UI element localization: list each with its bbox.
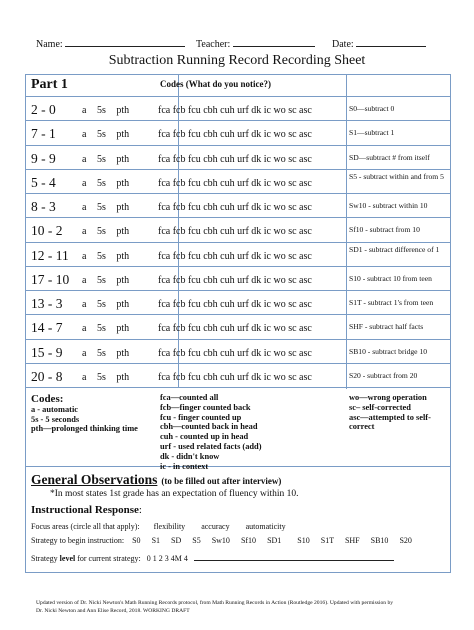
code-options[interactable]: fca fcb fcu cbh cuh urf dk ic wo sc asc <box>158 226 312 238</box>
table-row <box>26 170 450 194</box>
page-title: Subtraction Running Record Recording Sheet <box>108 53 366 68</box>
teacher-label: Teacher: <box>196 39 231 50</box>
table-row <box>26 267 450 291</box>
date-field[interactable] <box>332 37 426 50</box>
strategy-description: SHF - subtract half facts <box>349 322 424 332</box>
legend-item: a - automatic <box>31 404 78 414</box>
timing-options[interactable]: a 5s pth <box>82 347 130 359</box>
focus-areas-row <box>31 522 286 531</box>
part-label: Part 1 <box>31 77 68 92</box>
strategy-option-sd[interactable]: SD <box>171 536 182 545</box>
table-header-row <box>26 75 450 97</box>
recording-table <box>25 74 451 471</box>
instructional-response-colon: : <box>138 504 142 516</box>
legend-item: wo—wrong operation <box>349 393 427 402</box>
focus-option-accuracy[interactable]: accuracy <box>201 522 230 531</box>
strategy-description: S20 - subtract from 20 <box>349 370 418 380</box>
strategy-description: SD1 - subtract difference of 1 <box>349 244 440 254</box>
observations-heading <box>31 471 281 489</box>
code-options[interactable]: fca fcb fcu cbh cuh urf dk ic wo sc asc <box>158 299 312 310</box>
timing-options[interactable]: a 5s pth <box>82 323 130 335</box>
strategy-option-s5[interactable]: S5 <box>192 536 201 545</box>
code-options[interactable]: fca fcb fcu cbh cuh urf dk ic wo sc asc <box>158 347 312 359</box>
legend-item: urf - used related facts (add) <box>160 441 262 451</box>
code-options[interactable]: fca fcb fcu cbh cuh urf dk ic wo sc asc <box>158 177 312 189</box>
legend-item: fca—counted all <box>160 393 219 402</box>
strategy-description: S1T - subtract 1's from teen <box>349 298 434 307</box>
strategy-description: S10 - subtract 10 from teen <box>349 273 432 283</box>
strategy-description: Sf10 - subtract from 10 <box>349 225 420 235</box>
legend-item: fcu - finger counted up <box>160 412 242 422</box>
name-label: Name: <box>36 39 63 50</box>
strategy-option-s20[interactable]: S20 <box>399 536 412 545</box>
legend-item: cuh - counted up in head <box>160 432 249 442</box>
table-row <box>26 364 450 388</box>
legend-item: ic - in context <box>160 461 209 471</box>
code-options[interactable]: fca fcb fcu cbh cuh urf dk ic wo sc asc <box>158 250 312 262</box>
codes-header: Codes (What do you notice?) <box>160 79 272 89</box>
problem-label: 14 - 7 <box>31 320 63 336</box>
timing-options[interactable]: a 5s pth <box>82 274 130 286</box>
teacher-blank[interactable] <box>233 37 315 47</box>
table-row <box>26 218 450 242</box>
fluency-note: *In most states 1st grade has an expectation of fluency within 10. <box>50 489 299 499</box>
code-options[interactable]: fca fcb fcu cbh cuh urf dk ic wo sc asc <box>158 371 312 383</box>
strategy-description: SD—subtract # from itself <box>349 152 430 162</box>
footer-line-1: Updated version of Dr. Nicki Newton's Math Running Records protocol, from Math Running Records in Action (Routledge 2016). Updated with permission by <box>36 600 394 606</box>
strategy-option-sf10[interactable]: Sf10 <box>240 536 257 545</box>
focus-areas-label: Focus areas (circle all that apply): <box>31 522 140 531</box>
strategy-level-blank[interactable] <box>194 551 394 561</box>
strategy-level-word: level <box>59 554 76 563</box>
legend-item: fcb—finger counted back <box>160 402 251 412</box>
strategy-option-shf[interactable]: SHF <box>344 536 360 545</box>
problem-label: 10 - 2 <box>31 223 63 239</box>
problem-label: 15 - 9 <box>31 344 63 360</box>
observations-box <box>25 467 451 573</box>
code-options[interactable]: fca fcb fcu cbh cuh urf dk ic wo sc asc <box>158 274 312 286</box>
timing-options[interactable]: a 5s pth <box>82 202 130 213</box>
instructional-response-heading <box>31 504 142 516</box>
problem-label: 9 - 9 <box>31 150 56 166</box>
legend-item: cbh—counted back in head <box>160 422 258 432</box>
strategy-option-s1t[interactable]: S1T <box>320 536 334 545</box>
table-row <box>26 194 450 218</box>
legend-right <box>349 393 431 432</box>
table-row <box>26 121 450 145</box>
strategy-option-s1[interactable]: S1 <box>151 536 161 545</box>
problem-label: 2 - 0 <box>31 102 56 117</box>
legend-item: 5s - 5 seconds <box>31 414 80 424</box>
strategy-description: S5 - subtract within and from 5 <box>349 171 444 181</box>
problem-label: 8 - 3 <box>31 199 56 214</box>
timing-options[interactable]: a 5s pth <box>82 371 130 383</box>
problem-label: 5 - 4 <box>31 174 56 190</box>
strategy-option-s0[interactable]: S0 <box>132 536 141 545</box>
code-options[interactable]: fca fcb fcu cbh cuh urf dk ic wo sc asc <box>158 129 312 141</box>
strategy-option-sw10[interactable]: Sw10 <box>211 536 230 545</box>
strategy-description: S1—subtract 1 <box>349 128 395 138</box>
strategy-label: Strategy to begin instruction: <box>31 536 125 545</box>
legend-item: pth—prolonged thinking time <box>31 424 138 434</box>
strategy-option-sd1[interactable]: SD1 <box>267 536 282 545</box>
timing-options[interactable]: a 5s pth <box>82 153 130 165</box>
timing-options[interactable]: a 5s pth <box>82 226 130 238</box>
strategy-level-options[interactable]: 0 1 2 3 4M 4 <box>146 554 188 563</box>
strategy-level-row <box>31 551 394 563</box>
focus-option-automaticity[interactable]: automaticity <box>245 522 286 531</box>
strategy-option-sb10[interactable]: SB10 <box>370 536 389 545</box>
code-options[interactable]: fca fcb fcu cbh cuh urf dk ic wo sc asc <box>158 153 312 165</box>
footer-line-2: Dr. Nicki Newton and Ann Elise Record, 2018. WORKING DRAFT <box>36 608 190 614</box>
observations-subtitle: (to be filled out after interview) <box>161 476 282 486</box>
timing-options[interactable]: a 5s pth <box>82 250 130 262</box>
name-field[interactable] <box>36 37 185 50</box>
footer-credit <box>36 599 393 615</box>
code-options[interactable]: fca fcb fcu cbh cuh urf dk ic wo sc asc <box>158 323 312 335</box>
strategy-level-prefix: Strategy <box>31 554 58 563</box>
strategy-row <box>31 536 412 545</box>
timing-options[interactable]: a 5s pth <box>82 105 130 116</box>
timing-options[interactable]: a 5s pth <box>82 299 130 310</box>
problem-label: 7 - 1 <box>31 126 56 142</box>
strategy-description: Sw10 - subtract within 10 <box>349 201 428 210</box>
legend-item: dk - didn't know <box>160 451 220 461</box>
table-row <box>26 146 450 170</box>
strategy-description: SB10 - subtract bridge 10 <box>349 346 428 356</box>
timing-options[interactable]: a 5s pth <box>82 129 130 141</box>
legend-item: asc—attempted to self- <box>349 412 431 422</box>
table-row <box>26 315 450 339</box>
table-row <box>26 243 450 267</box>
legend-middle <box>160 393 262 471</box>
teacher-field[interactable] <box>196 37 315 50</box>
legend-codes-title: Codes: <box>31 393 64 405</box>
table-row <box>26 291 450 315</box>
date-blank[interactable] <box>356 37 426 47</box>
name-blank[interactable] <box>65 37 185 47</box>
code-options[interactable]: fca fcb fcu cbh cuh urf dk ic wo sc asc <box>158 202 312 213</box>
strategy-level-suffix: for current strategy: <box>77 554 141 563</box>
legend-left <box>31 395 138 434</box>
problem-label: 20 - 8 <box>31 368 63 384</box>
timing-options[interactable]: a 5s pth <box>82 177 130 189</box>
legend-item: correct <box>349 422 375 432</box>
problem-label: 12 - 11 <box>31 247 69 263</box>
strategy-description: S0—subtract 0 <box>349 104 395 113</box>
code-options[interactable]: fca fcb fcu cbh cuh urf dk ic wo sc asc <box>158 105 312 116</box>
focus-option-flexibility[interactable]: flexibility <box>153 522 186 531</box>
instructional-response-label: Instructional Response <box>31 504 139 516</box>
strategy-option-s10[interactable]: S10 <box>297 536 310 545</box>
table-row <box>26 97 450 121</box>
observations-title: General Observations <box>31 472 158 487</box>
problem-label: 17 - 10 <box>31 271 70 287</box>
legend-item: sc– self-corrected <box>349 402 411 412</box>
date-label: Date: <box>332 39 354 50</box>
table-row <box>26 340 450 364</box>
problem-label: 13 - 3 <box>31 296 63 311</box>
